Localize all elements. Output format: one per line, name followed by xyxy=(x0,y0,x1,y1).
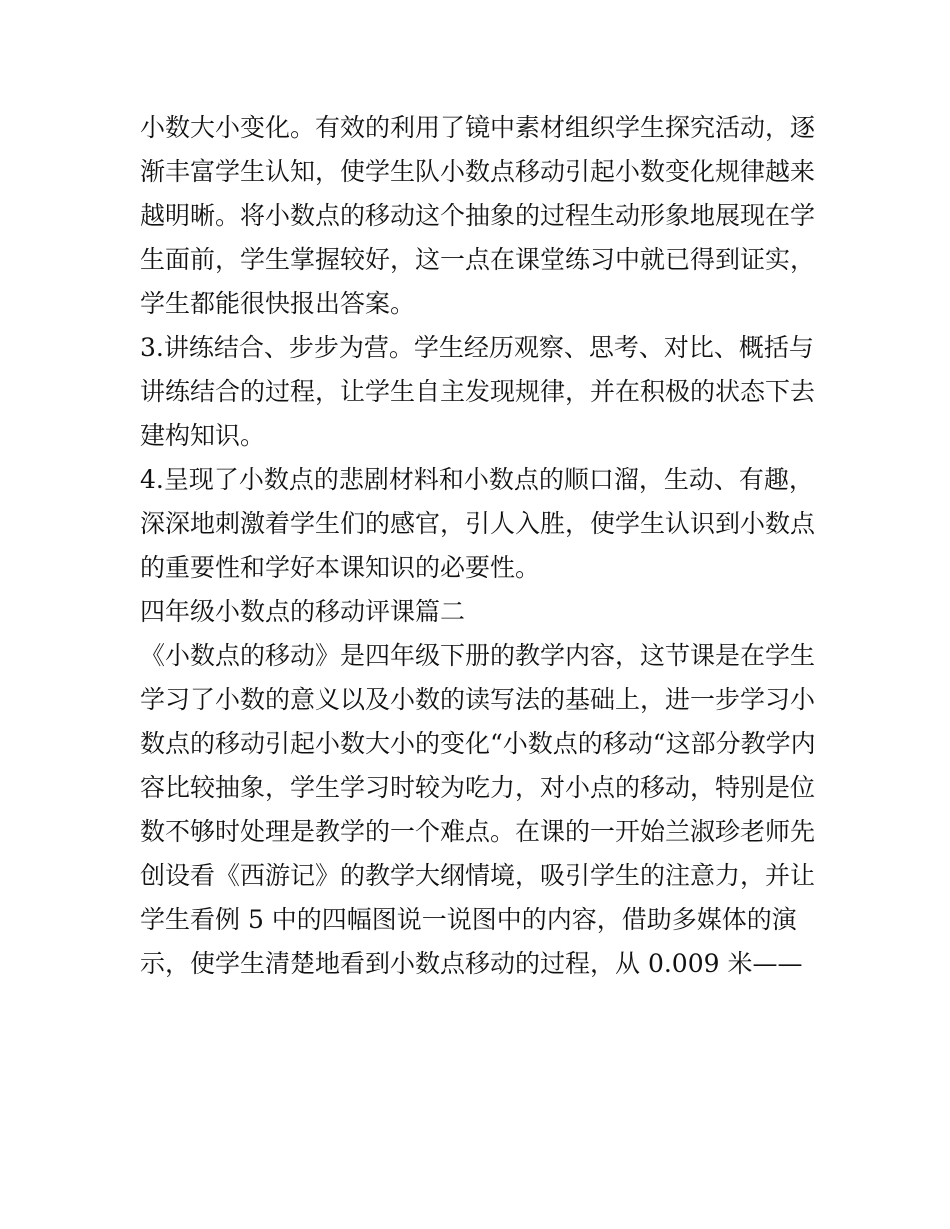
text-line: 数不够时处理是教学的一个难点。在课的一开始兰淑珍老师先 xyxy=(140,817,816,846)
text-line: 深深地刺激着学生们的感官，引人入胜，使学生认识到小数点 xyxy=(140,509,816,538)
text-line: 生面前，学生掌握较好，这一点在课堂练习中就已得到证实， xyxy=(140,245,816,274)
text-line: 学生看例 5 中的四幅图说一说图中的内容，借助多媒体的演 xyxy=(140,905,797,934)
section-heading: 四年级小数点的移动评课篇二 xyxy=(140,597,466,626)
text-line: 的重要性和学好本课知识的必要性。 xyxy=(140,553,541,582)
text-line: 3.讲练结合、步步为营。学生经历观察、思考、对比、概括与 xyxy=(140,333,814,362)
text-line: 4.呈现了小数点的悲剧材料和小数点的顺口溜，生动、有趣， xyxy=(140,465,814,494)
text-line: 容比较抽象，学生学习时较为吃力，对小点的移动，特别是位 xyxy=(140,773,816,802)
text-line: 小数大小变化。有效的利用了镜中素材组织学生探究活动，逐 xyxy=(140,113,816,142)
text-line: 学习了小数的意义以及小数的读写法的基础上，进一步学习小 xyxy=(140,685,816,714)
text-line: 示，使学生清楚地看到小数点移动的过程，从 0.009 米—— xyxy=(140,949,803,978)
text-line: 越明晰。将小数点的移动这个抽象的过程生动形象地展现在学 xyxy=(140,201,816,230)
text-line: 学生都能很快报出答案。 xyxy=(140,289,416,318)
text-line: 创设看《西游记》的教学大纲情境，吸引学生的注意力，并让 xyxy=(140,861,816,890)
text-line: 讲练结合的过程，让学生自主发现规律，并在积极的状态下去 xyxy=(140,377,816,406)
text-line: 数点的移动引起小数大小的变化“小数点的移动“这部分教学内 xyxy=(140,729,816,758)
text-line: 建构知识。 xyxy=(140,421,266,450)
text-line: 渐丰富学生认知，使学生队小数点移动引起小数变化规律越来 xyxy=(140,157,816,186)
text-line: 《小数点的移动》是四年级下册的教学内容，这节课是在学生 xyxy=(140,641,816,670)
document-body xyxy=(140,106,820,986)
